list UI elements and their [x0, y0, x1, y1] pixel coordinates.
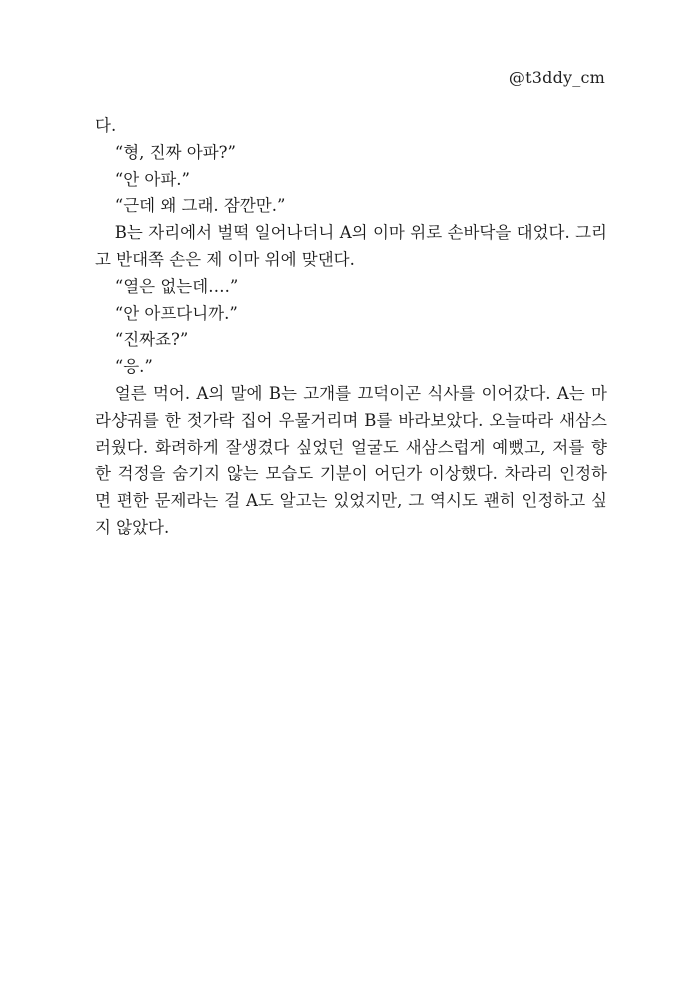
dialogue-line: “응.”	[114, 357, 153, 377]
narrative-paragraph: 얼른 먹어. A의 말에 B는 고개를 끄덕이곤 식사를 이어갔다. A는 마라샹궈를 한 젓가락 집어 우물거리며 B를 바라보았다. 오늘따라 새삼스러웠다. 화려하게 잘생겼다 싶었던 얼굴도 새삼스럽게 예뻤고, 저를 향한 걱정을 숨기지 않는 모습도 기분이 어딘가 이상했다. 차라리 인정하면 편한 문제라는 걸 A도 알고는 있었지만, 그 역시도 괜히 인정하고 싶지 않았다.	[95, 383, 607, 537]
author-handle: @t3ddy_cm	[508, 68, 605, 87]
dialogue-line: “열은 없는데….”	[114, 276, 239, 296]
dialogue-line: “형, 진짜 아파?”	[114, 142, 236, 162]
dialogue-line: “안 아파.”	[114, 169, 190, 189]
narrative-paragraph: B는 자리에서 벌떡 일어나더니 A의 이마 위로 손바닥을 대었다. 그리고 반대쪽 손은 제 이마 위에 맞댄다.	[95, 223, 607, 269]
dialogue-line: “안 아프다니까.”	[114, 303, 238, 323]
paragraph-continuation: 다.	[95, 116, 117, 135]
body-text	[95, 113, 607, 542]
dialogue-line: “근데 왜 그래. 잠깐만.”	[114, 196, 286, 216]
dialogue-line: “진짜죠?”	[114, 330, 189, 350]
